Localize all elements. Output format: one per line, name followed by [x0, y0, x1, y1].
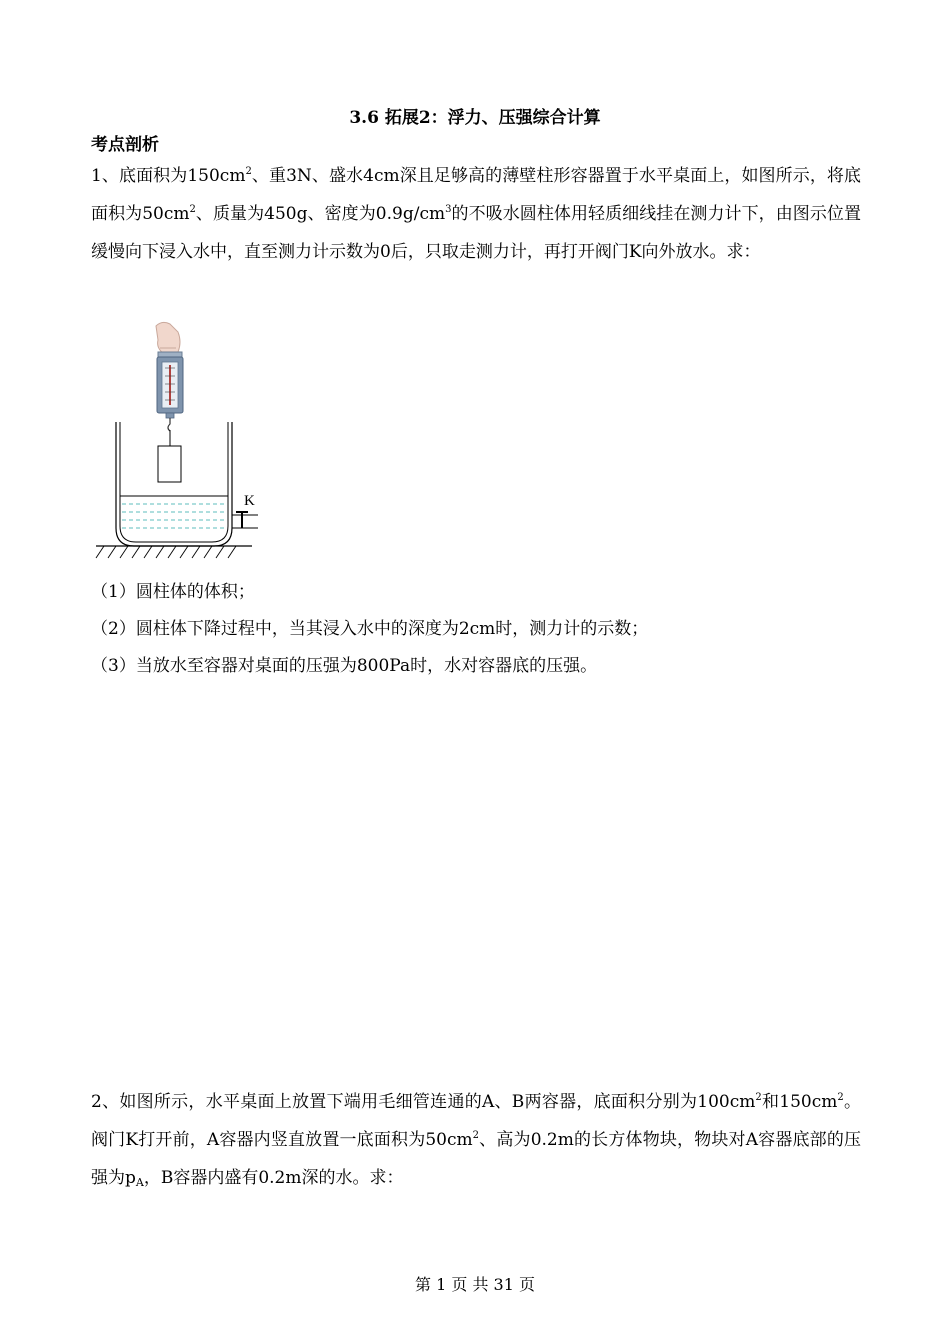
problem-1-text-part: 1、底面积为150cm — [91, 166, 246, 186]
problem-2-text-part: 和150cm — [761, 1092, 838, 1112]
problem-2-text-part: 。阀门K打开前，A容器内竖直放置一底面积为50cm — [91, 1092, 862, 1150]
problem-1-text-part: 、重3N、盛水4cm深且足够高的薄壁柱形容器置于水平桌面上，如图所示，将底面积为50cm — [91, 166, 862, 224]
superscript: 2 — [755, 1092, 762, 1103]
problem-1-text-part: 、质量为450g、密度为0.9g/cm — [195, 204, 446, 224]
question-3: （3）当放水至容器对桌面的压强为800Pa时，水对容器底的压强。 — [91, 656, 598, 676]
superscript: 2 — [245, 166, 252, 177]
superscript: 3 — [445, 204, 452, 215]
subscript: A — [135, 1176, 144, 1189]
superscript: 2 — [837, 1092, 844, 1103]
problem-1-text — [91, 157, 861, 271]
superscript: 2 — [189, 204, 196, 215]
page-footer: 第 1 页 共 31 页 — [415, 1275, 535, 1294]
spring-scale-container-figure — [92, 318, 272, 568]
problem-2-text-part: 、高为0.2m的长方体物块，物块对A容器底部的压强为p — [91, 1130, 862, 1188]
container — [116, 422, 232, 546]
question-2: （2）圆柱体下降过程中，当其浸入水中的深度为2cm时，测力计的示数； — [91, 619, 649, 639]
hand-icon — [156, 322, 180, 354]
table-surface — [96, 546, 252, 558]
valve-label: K — [244, 493, 255, 509]
superscript: 2 — [472, 1130, 480, 1141]
problem-2-text-part: ，B容器内盛有0.2m深的水。求： — [143, 1168, 404, 1188]
page-title: 3.6 拓展2：浮力、压强综合计算 — [349, 108, 601, 128]
problem-2-text — [91, 1083, 861, 1197]
problem-2-text-part: 2、如图所示，水平桌面上放置下端用毛细管连通的A、B两容器，底面积分别为100cm — [91, 1092, 756, 1112]
cylinder-block — [158, 446, 181, 482]
section-heading: 考点剖析 — [91, 135, 159, 155]
problem-1-text-part: 的不吸水圆柱体用轻质细线挂在测力计下，由图示位置缓慢向下浸入水中，直至测力计示数为0后，只取走测力计，再打开阀门K向外放水。求： — [91, 204, 861, 262]
question-1: （1）圆柱体的体积； — [91, 582, 255, 602]
spring-scale — [157, 352, 183, 431]
valve-k — [232, 512, 258, 528]
